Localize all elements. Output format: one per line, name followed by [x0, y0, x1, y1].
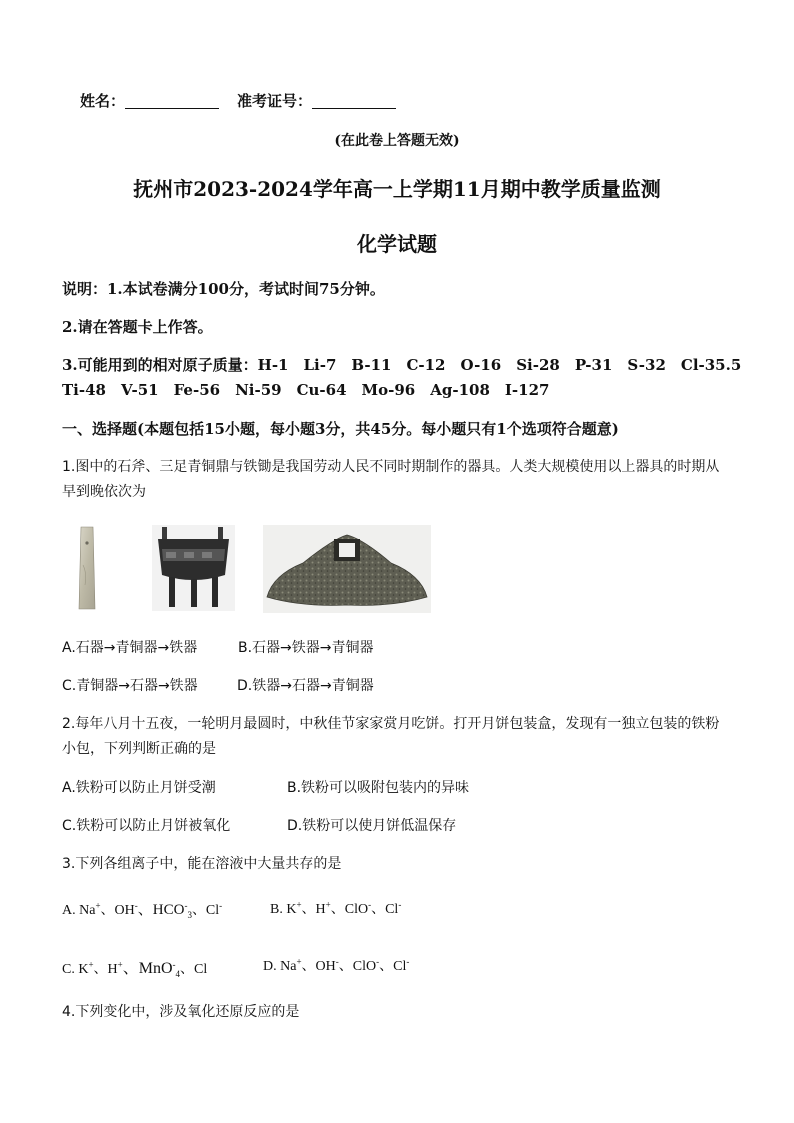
q3-c-h-charge: + — [117, 959, 123, 970]
q1-option-d[interactable]: D.铁器→石器→青铜器 — [237, 678, 374, 694]
q3-option-c[interactable] — [62, 955, 207, 979]
q3-a-na-charge: + — [95, 900, 101, 911]
q3-c-mno-sub: 4 — [175, 968, 181, 979]
q3-b-k-charge: + — [296, 899, 302, 910]
q3-c-k: K — [78, 962, 89, 977]
q3-b-cl: 、Cl — [371, 902, 399, 917]
instruction-line-1: 说明：1.本试卷满分100分，考试时间75分钟。 — [62, 280, 385, 298]
q3-a-cl-charge: - — [219, 900, 223, 911]
q3-option-d[interactable] — [263, 955, 409, 975]
q3-b-clo-charge: - — [368, 899, 372, 910]
q4-stem: 4.下列变化中，涉及氧化还原反应的是 — [62, 1004, 300, 1020]
q3-d-na: Na — [280, 959, 297, 974]
answer-note: (在此卷上答题无效) — [334, 133, 460, 149]
q3-stem: 3.下列各组离子中，能在溶液中大量共存的是 — [62, 856, 342, 872]
iron-hoe-image — [263, 525, 431, 613]
q3-b-k: K — [286, 902, 297, 917]
q3-a-hco: 、HCO — [137, 902, 185, 918]
q1-option-b[interactable]: B.石器→铁器→青铜器 — [238, 640, 374, 656]
q1-stem-line-1: 1.图中的石斧、三足青铜鼎与铁锄是我国劳动人民不同时期制作的器具。人类大规模使用以上器具的时期从 — [62, 459, 720, 475]
q3-d-clo-charge: - — [376, 956, 380, 967]
q3-c-mno: 、MnO — [122, 960, 173, 977]
q3-a-prefix: A. — [62, 903, 80, 918]
q3-d-cl: 、Cl — [379, 959, 407, 974]
candidate-info — [80, 90, 396, 111]
q3-d-cl-charge: - — [406, 956, 410, 967]
exam-id-blank[interactable] — [312, 94, 396, 109]
q3-c-k-charge: + — [88, 959, 94, 970]
q3-c-prefix: C. — [62, 962, 79, 977]
q2-stem-line-2: 小包，下列判断正确的是 — [62, 741, 216, 757]
section-1-title: 一、选择题(本题包括15小题，每小题3分，共45分。每小题只有1个选项符合题意) — [62, 420, 619, 438]
q3-a-oh-charge: - — [134, 900, 138, 911]
q2-stem-line-1: 2.每年八月十五夜，一轮明月最圆时，中秋佳节家家赏月吃饼。打开月饼包装盒，发现有一独立包装的铁粉 — [62, 716, 720, 732]
q3-a-oh: 、OH — [100, 903, 135, 918]
name-label: 姓名： — [80, 92, 126, 110]
q3-a-na: Na — [79, 903, 96, 918]
q2-option-c[interactable]: C.铁粉可以防止月饼被氧化 — [62, 818, 231, 834]
page-subtitle: 化学试题 — [357, 232, 437, 256]
q3-d-oh-charge: - — [335, 956, 339, 967]
q2-option-b[interactable]: B.铁粉可以吸附包装内的异味 — [287, 780, 470, 796]
q3-d-prefix: D. — [263, 959, 281, 974]
q3-d-clo: 、ClO — [338, 959, 377, 974]
q3-b-clo: 、ClO — [330, 902, 369, 917]
q3-d-na-charge: + — [296, 956, 302, 967]
q3-b-cl-charge: - — [398, 899, 402, 910]
name-blank[interactable] — [125, 94, 219, 109]
q3-b-prefix: B. — [270, 902, 287, 917]
q3-a-hco-sub: 3 — [187, 909, 192, 920]
instruction-line-4: Ti-48 V-51 Fe-56 Ni-59 Cu-64 Mo-96 Ag-108 I-127 — [62, 381, 550, 399]
q2-option-a[interactable]: A.铁粉可以防止月饼受潮 — [62, 780, 216, 796]
q3-option-a[interactable] — [62, 898, 222, 920]
q3-c-h: 、H — [93, 962, 118, 977]
q3-c-cl: 、Cl — [180, 962, 208, 977]
q3-a-cl: 、Cl — [191, 903, 220, 918]
exam-id-label: 准考证号： — [237, 92, 313, 110]
q3-a-hco-charge: - — [184, 900, 188, 911]
q1-option-a[interactable]: A.石器→青铜器→铁器 — [62, 640, 198, 656]
q3-option-b[interactable] — [270, 898, 401, 918]
q3-c-mno-charge: - — [172, 959, 176, 970]
bronze-ding-image — [152, 525, 235, 611]
page-title: 抚州市2023-2024学年高一上学期11月期中教学质量监测 — [133, 177, 661, 201]
q3-b-h: 、H — [301, 902, 326, 917]
instruction-line-2: 2.请在答题卡上作答。 — [62, 318, 213, 336]
q1-stem-line-2: 早到晚依次为 — [62, 484, 146, 500]
q2-option-d[interactable]: D.铁粉可以使月饼低温保存 — [287, 818, 457, 834]
q1-option-c[interactable]: C.青铜器→石器→铁器 — [62, 678, 198, 694]
instruction-line-3: 3.可能用到的相对原子质量：H-1 Li-7 B-11 C-12 O-16 Si-28 P-31 S-32 Cl-35.5 — [62, 356, 742, 374]
stone-axe-image — [77, 525, 97, 613]
q3-b-h-charge: + — [325, 899, 331, 910]
q3-d-oh: 、OH — [301, 959, 336, 974]
